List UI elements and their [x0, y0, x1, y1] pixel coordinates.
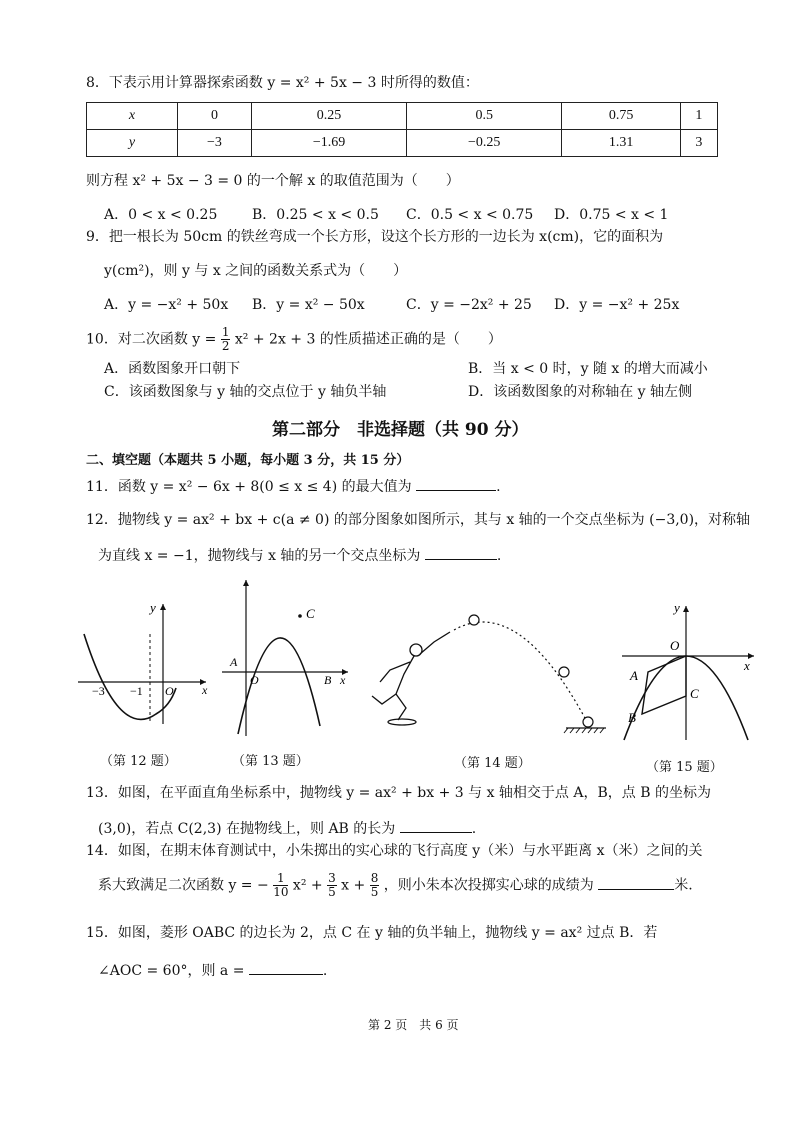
figure-15: [616, 600, 766, 775]
q13-line2-text: (3,0)，若点 C(2,3) 在抛物线上，则 AB 的长为: [98, 821, 396, 837]
q11-text: 11．函数 y = x² − 6x + 8(0 ≤ x ≤ 4) 的最大值为: [86, 479, 412, 495]
q8-value-table: [86, 102, 718, 157]
q14-fraction-1: [273, 872, 288, 899]
q8-stem: 8．下表示用计算器探索函数 y = x² + 5x − 3 时所得的数值：: [86, 75, 479, 91]
table-row: [87, 130, 718, 157]
figure-14-graph: [368, 612, 608, 742]
fraction-numerator: 1: [273, 872, 288, 886]
y-axis-arrow: [243, 580, 249, 586]
q14-line2-prefix: 系大致满足二次函数 y = −: [98, 877, 269, 894]
caption-15: （第 15 题）: [646, 760, 723, 775]
y-axis-arrow: [160, 604, 166, 610]
table-cell: 0.25: [251, 103, 406, 130]
x-label: x: [202, 683, 208, 697]
q9-line1: 9．把一根长为 50cm 的铁丝弯成一个长方形，设这个长方形的一边长为 x(cm)，它的面积为: [86, 229, 664, 245]
table-header-x: x: [87, 103, 178, 130]
label-c: C: [690, 686, 699, 701]
fraction-numerator: 3: [328, 871, 336, 885]
figure-12: [78, 596, 218, 769]
answer-blank: [400, 818, 472, 833]
caption-14: （第 14 题）: [454, 756, 531, 771]
q12-line2: [98, 545, 501, 565]
shadow: [388, 719, 416, 725]
q14-line2-suffix: ，则小朱本次投掷实心球的成绩为: [383, 877, 594, 894]
table-cell: 1.31: [562, 130, 680, 157]
ball-landed: [583, 717, 593, 727]
q8-option-c: C．0.5 < x < 0.75: [406, 207, 534, 223]
table-cell: 0.5: [407, 103, 562, 130]
q8-option-a: A．0 < x < 0.25: [104, 207, 218, 223]
q9-option-c: C．y = −2x² + 25: [406, 297, 532, 313]
answer-blank: [416, 476, 496, 491]
q10-option-d: D．该函数图象的对称轴在 y 轴左侧: [468, 384, 693, 400]
q9-option-d: D．y = −x² + 25x: [554, 297, 680, 313]
parabola: [84, 634, 176, 719]
answer-blank: [598, 875, 674, 890]
table-cell: 1: [680, 103, 717, 130]
ball-2: [559, 667, 569, 677]
q12-line1: 12．抛物线 y = ax² + bx + c(a ≠ 0) 的部分图象如图所示，其与 x 轴的一个交点坐标为 (−3,0)，对称轴: [86, 512, 751, 528]
figure-15-graph: [616, 600, 766, 750]
table-row: [87, 103, 718, 130]
fraction-numerator: 8: [370, 871, 379, 885]
q15-line1: 15．如图，菱形 OABC 的边长为 2，点 C 在 y 轴的负半轴上，抛物线 y = ax² 过点 B．若: [86, 925, 658, 941]
q8-option-d: D．0.75 < x < 1: [554, 207, 669, 223]
ground-hatch: [564, 728, 604, 733]
figure-12-graph: [78, 596, 218, 726]
table-cell: −0.25: [407, 130, 562, 157]
table-cell: −3: [178, 130, 252, 157]
origin-label: O: [670, 638, 680, 653]
answer-blank: [249, 960, 323, 975]
thrower-body: [396, 656, 414, 694]
q14-fraction-3: [370, 872, 380, 899]
fraction-denominator: 5: [370, 885, 379, 899]
q8-question: 则方程 x² + 5x − 3 = 0 的一个解 x 的取值范围为（ ）: [86, 173, 460, 189]
q14-line1: 14．如图，在期末体育测试中，小朱掷出的实心球的飞行高度 y（米）与水平距离 x（米）之间的关: [86, 843, 703, 859]
q14-end: 米.: [674, 877, 693, 894]
label-minus-1: −1: [130, 684, 143, 698]
table-cell: 0.75: [562, 103, 680, 130]
section-heading: 二、填空题（本题共 5 小题，每小题 3 分，共 15 分）: [86, 453, 410, 468]
q13-line2: [98, 818, 476, 838]
fraction-numerator: 1: [221, 325, 230, 339]
q9-option-a: A．y = −x² + 50x: [104, 297, 229, 313]
q14-mid-2: x +: [341, 877, 366, 894]
thrower-figure: [372, 632, 450, 725]
figure-13-graph: [222, 576, 362, 736]
answer-blank: [425, 545, 497, 560]
point-c: [298, 614, 302, 618]
y-label: y: [150, 600, 156, 615]
q11-end: .: [496, 479, 501, 495]
table-header-y: y: [87, 130, 178, 157]
label-a: A: [230, 655, 238, 669]
label-b: B: [628, 710, 636, 725]
q10-stem: [86, 326, 502, 353]
thrower-arm: [420, 632, 450, 654]
page-footer: 第 2 页 共 6 页: [368, 1018, 459, 1032]
caption-12: （第 12 题）: [100, 754, 177, 769]
q14-fraction-2: [327, 872, 337, 899]
q10-fraction: [221, 326, 231, 353]
y-axis-arrow: [683, 606, 689, 612]
q10-option-b: B．当 x < 0 时，y 随 x 的增大而减小: [468, 361, 708, 377]
fraction-denominator: 2: [221, 339, 230, 353]
y-label: y: [674, 600, 680, 615]
q8-option-b: B．0.25 < x < 0.5: [252, 207, 379, 223]
q14-mid-1: x² +: [292, 877, 323, 894]
fraction-denominator: 10: [273, 885, 289, 899]
table-cell: −1.69: [251, 130, 406, 157]
label-c: C: [306, 606, 315, 621]
label-b: B: [324, 673, 332, 687]
q10-option-a: A．函数图象开口朝下: [104, 361, 241, 377]
figure-14: [368, 612, 608, 771]
q12-line2-text: 为直线 x = −1，抛物线与 x 轴的另一个交点坐标为: [98, 548, 421, 564]
rhombus-oabc: [642, 656, 686, 714]
fraction-denominator: 5: [328, 885, 336, 899]
q11: [86, 476, 501, 496]
label-a: A: [630, 668, 638, 683]
q10-option-c: C．该函数图象与 y 轴的交点位于 y 轴负半轴: [104, 384, 387, 400]
label-minus-3: −3: [92, 684, 105, 698]
ball-1: [469, 615, 479, 625]
q15-line2-text: ∠AOC = 60°，则 a =: [98, 963, 245, 979]
table-cell: 3: [680, 130, 717, 157]
q10-stem-prefix: 10．对二次函数 y =: [86, 331, 217, 348]
q9-line2: y(cm²)，则 y 与 x 之间的函数关系式为（ ）: [104, 263, 408, 279]
part2-title: 第二部分 非选择题（共 90 分）: [272, 420, 529, 440]
origin-label: O: [165, 684, 174, 698]
thrower-front-leg: [396, 694, 406, 720]
q13-line1: 13．如图，在平面直角坐标系中，抛物线 y = ax² + bx + 3 与 x 轴相交于点 A，B，点 B 的坐标为: [86, 785, 711, 801]
figure-13: [222, 576, 362, 769]
q15-end: .: [322, 963, 328, 979]
x-label: x: [744, 658, 750, 673]
x-label: x: [340, 673, 346, 687]
q9-option-b: B．y = x² − 50x: [252, 297, 365, 313]
thrower-back-leg: [372, 694, 396, 704]
q13-end: .: [471, 821, 477, 837]
q10-stem-suffix: x² + 2x + 3 的性质描述正确的是（ ）: [234, 331, 502, 348]
origin-label: O: [250, 673, 259, 687]
q14-line2: [98, 872, 693, 899]
q15-line2: [98, 960, 327, 980]
table-cell: 0: [178, 103, 252, 130]
q12-end: .: [496, 548, 502, 564]
caption-13: （第 13 题）: [232, 754, 309, 769]
